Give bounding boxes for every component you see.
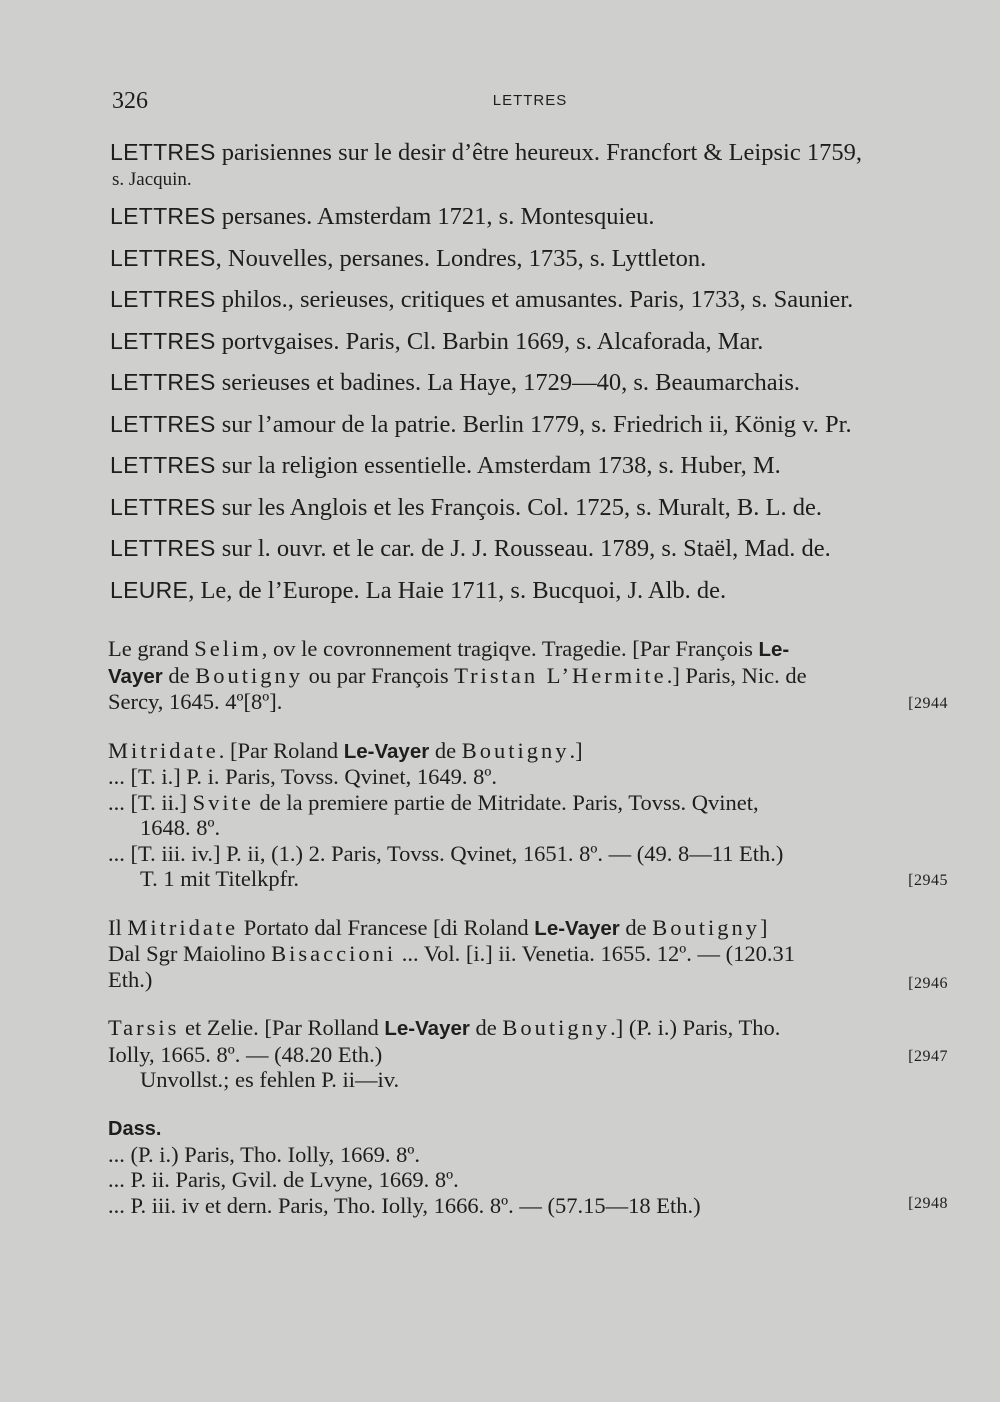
catalog-entries [108, 636, 948, 1241]
cross-reference-entry [110, 534, 955, 563]
text-run: ... P. iii. iv et dern. Paris, Tho. Iolly, 1666. 8º. — (57.15—18 Eth.) [108, 1192, 701, 1218]
cross-reference-entry [110, 493, 955, 522]
text-run: de [619, 914, 653, 940]
text-run: ... [T. iii. iv.] P. ii, (1.) 2. Paris, Tovss. Qvinet, 1651. 8º. — (49. 8—11 Eth.) [108, 840, 784, 866]
entry-line [108, 915, 948, 942]
cross-reference-entry [110, 202, 955, 231]
entry-continuation: s. Jacquin. [112, 169, 192, 190]
heading-term: LETTRES [110, 203, 216, 229]
text-run: ] [760, 914, 768, 940]
entry-line [108, 967, 948, 993]
author-name: Vayer [108, 664, 163, 688]
entry-line [108, 1167, 948, 1193]
page-number: 326 [112, 88, 148, 114]
entry-line [108, 1042, 948, 1068]
cross-reference-list [110, 138, 955, 617]
entry-line [108, 841, 948, 867]
spaced-name: Boutigny [195, 662, 303, 688]
cross-reference-entry [110, 410, 955, 439]
entry-line [108, 636, 948, 663]
section-heading: Dass. [108, 1117, 162, 1140]
spaced-name: Bisaccioni [271, 941, 397, 966]
heading-term: LETTRES [110, 410, 216, 437]
text-run: .] [569, 737, 583, 763]
entry-text: sur les Anglois et les François. Col. 1725, s. Muralt, B. L. de. [215, 493, 822, 521]
text-run: ... [T. ii.] [108, 789, 193, 815]
heading-term: LETTRES [110, 327, 216, 354]
catalog-entry-2946 [108, 915, 948, 993]
catalog-entry-2947 [108, 1015, 948, 1093]
entry-text: sur l’amour de la patrie. Berlin 1779, s. Friedrich ii, König v. Pr. [215, 410, 852, 438]
spaced-title: Svite [192, 789, 254, 815]
spaced-title: Mitridate [127, 914, 239, 940]
entry-line [108, 790, 948, 816]
spaced-name: Boutigny [652, 914, 761, 940]
entry-text: persanes. Amsterdam 1721, s. Montesquieu. [215, 203, 655, 230]
text-run: Eth.) [108, 966, 153, 992]
catalog-entry-2948 [108, 1116, 948, 1219]
catalog-entry-2945 [108, 738, 948, 892]
heading-term: LETTRES [110, 535, 216, 561]
entry-text: sur l. ouvr. et le car. de J. J. Rousseau. 1789, s. Staël, Mad. de. [215, 535, 831, 562]
spaced-title: Selim [194, 636, 262, 661]
text-run: ... (P. i.) Paris, Tho. Iolly, 1669. 8º. [108, 1141, 420, 1167]
entry-number: [2946 [908, 974, 948, 992]
author-name: Le-Vayer [384, 1017, 470, 1040]
entry-line [108, 764, 948, 790]
author-name: Le- [758, 638, 790, 661]
entry-text: sur la religion essentielle. Amsterdam 1738, s. Huber, M. [215, 452, 781, 479]
text-run: de [469, 1015, 503, 1040]
author-name: Le-Vayer [343, 739, 430, 763]
spaced-name: Boutigny [461, 737, 570, 763]
cross-reference-entry [110, 576, 955, 605]
cross-reference-entry [110, 368, 955, 397]
text-run: Sercy, 1645. 4º[8º]. [108, 689, 283, 714]
entry-number: [2944 [908, 695, 948, 712]
text-run: Dal Sgr Maiolino [108, 941, 272, 966]
text-run: T. 1 mit Titelkpfr. [140, 866, 299, 891]
entry-text: , Le, de l’Europe. La Haie 1711, s. Bucquoi, J. Alb. de. [188, 576, 727, 604]
text-run: .] (P. i.) Paris, Tho. [610, 1015, 781, 1040]
entry-text: serieuses et badines. La Haye, 1729—40, s. Beaumarchais. [215, 369, 801, 396]
cross-reference-entry [110, 451, 955, 480]
text-run: ou par François [303, 662, 455, 688]
text-run: et Zelie. [Par Rolland [179, 1015, 385, 1040]
text-run: ... P. ii. Paris, Gvil. de Lvyne, 1669. 8º. [108, 1167, 459, 1192]
text-run: Il [108, 914, 128, 940]
heading-term: LEURE [110, 576, 189, 603]
spaced-title: Mitridate [108, 737, 219, 763]
author-name: Le-Vayer [534, 916, 620, 940]
text-run: , ov le covronnement tragiqve. Tragedie. [Par François [261, 636, 759, 661]
entry-line [108, 1142, 948, 1168]
running-head: LETTRES [492, 92, 568, 109]
spaced-name: Boutigny [502, 1015, 611, 1040]
text-run: de la premiere partie de Mitridate. Paris, Tovss. Qvinet, [253, 789, 759, 815]
entry-line [108, 866, 948, 892]
text-run: 1648. 8º. [140, 815, 221, 840]
text-run: . [Par Roland [218, 737, 344, 763]
cross-reference-entry [110, 327, 955, 356]
text-run: ... Vol. [i.] ii. Venetia. 1655. 12º. — (120.31 [396, 941, 795, 966]
heading-term: LETTRES [110, 244, 216, 271]
catalog-entry-2944 [108, 636, 948, 715]
text-run: Iolly, 1665. 8º. — (48.20 Eth.) [108, 1041, 383, 1067]
entry-line [108, 941, 948, 967]
heading-term: LETTRES [110, 452, 216, 478]
entry-text: philos., serieuses, critiques et amusantes. Paris, 1733, s. Saunier. [215, 286, 854, 313]
text-run: ... [T. i.] P. i. Paris, Tovss. Qvinet, 1649. 8º. [108, 764, 497, 789]
spaced-title: Tarsis [108, 1015, 180, 1040]
heading-term: LETTRES [110, 286, 216, 312]
entry-line [108, 1193, 948, 1219]
entry-text: , Nouvelles, persanes. Londres, 1735, s. Lyttleton. [215, 244, 707, 272]
entry-number: [2945 [908, 872, 948, 889]
entry-line [108, 1067, 948, 1093]
entry-line [108, 689, 948, 715]
entry-line [108, 1015, 948, 1042]
entry-number: [2948 [908, 1194, 948, 1212]
entry-text: parisiennes sur le desir d’être heureux. Francfort & Leipsic 1759, [215, 139, 862, 166]
spaced-name: Tristan L’Hermite [454, 662, 667, 688]
entry-number: [2947 [908, 1048, 948, 1065]
text-run: .] Paris, Nic. de [666, 662, 807, 688]
entry-text: portvgaises. Paris, Cl. Barbin 1669, s. Alcaforada, Mar. [215, 327, 764, 355]
text-run: Portato dal Francese [di Roland [238, 914, 535, 940]
heading-term: LETTRES [110, 493, 216, 520]
text-run: de [429, 737, 462, 763]
text-run: Unvollst.; es fehlen P. ii—iv. [140, 1067, 400, 1092]
entry-line [108, 663, 948, 690]
entry-line [108, 815, 948, 841]
cross-reference-entry [110, 285, 955, 314]
text-run: Le grand [108, 636, 195, 661]
text-run: de [162, 662, 196, 688]
page-header [112, 88, 948, 118]
cross-reference-entry [110, 138, 955, 192]
heading-term: LETTRES [110, 139, 216, 165]
heading-term: LETTRES [110, 369, 216, 395]
cross-reference-entry [110, 244, 955, 273]
entry-line [108, 738, 948, 765]
